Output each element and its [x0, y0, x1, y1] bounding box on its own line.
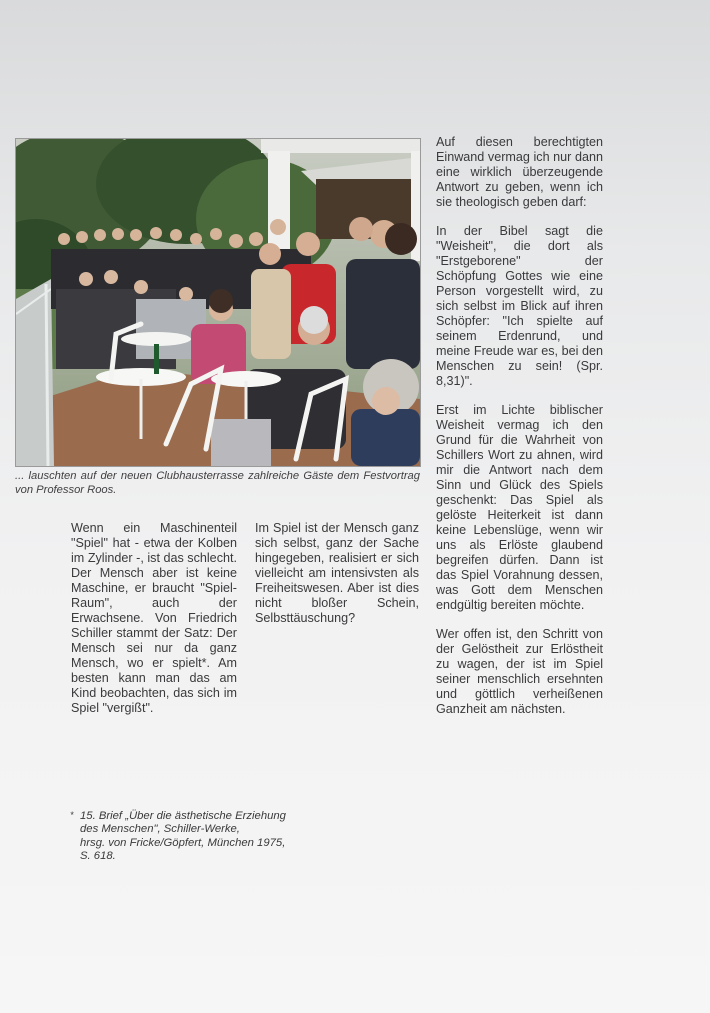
- footnote-mark: *: [70, 810, 74, 820]
- paragraph-wholeness: Wer offen ist, den Schritt von der Gelöstheit zur Erlöstheit zu wagen, der ist im Spiel seiner menschlich ersehnten und göttlich verheißenen Ganzheit am nächsten.: [436, 627, 603, 716]
- paragraph-light-of-wisdom: Erst im Lichte biblischer Weisheit vermag ich den Grund für die Wahrheit von Schillers Wort zu ahnen, wird mir die Antwort nach dem Sinn und Glück des Spiels geschenkt: Das Spiel als gelöste Heiterkeit ist dann keine Lebenslüge, wenn wir uns als Erlöste glaubend begreifen dürfen. Dann ist das Spiel Vorahnung dessen, was Gott dem Menschen endgültig bereiten möchte.: [436, 403, 603, 612]
- photo-caption: ... lauschten auf der neuen Clubhausterrasse zahlreiche Gäste dem Festvortrag von Professor Roos.: [15, 470, 420, 496]
- body-column-2: [255, 521, 419, 626]
- paragraph-machine-play: Wenn ein Maschinenteil "Spiel" hat - etwa der Kolben im Zylinder -, ist das schlecht. Der Mensch aber ist keine Maschine, er braucht "Spiel-Raum", auch der Erwachsene. Von Friedrich Schiller stammt der Satz: Der Mensch sei nur da ganz Mensch, wo er spielt*. Am besten kann man das am Kind beobachten, das sich im Spiel "vergißt".: [71, 521, 237, 715]
- terrace-photo-illustration: [16, 139, 420, 466]
- paragraph-freedom: Im Spiel ist der Mensch ganz sich selbst, ganz der Sache hingegeben, realisiert er sich vielleicht am intensivsten als Freiheitswesen. Aber ist dies nicht bloßer Schein, Selbsttäuschung?: [255, 521, 419, 625]
- paragraph-objection: Auf diesen berechtigten Einwand vermag ich nur dann eine wirklich überzeugende Antwort zu geben, wenn ich sie theologisch geben darf:: [436, 135, 603, 209]
- terrace-photo: [15, 138, 421, 467]
- body-column-3: [436, 135, 603, 717]
- footnote-line: S. 618.: [80, 849, 116, 862]
- footnote-line: hrsg. von Fricke/Göpfert, München 1975,: [80, 836, 286, 849]
- footnote: [70, 810, 320, 863]
- body-column-1: [71, 521, 237, 716]
- footnote-line: des Menschen", Schiller-Werke,: [80, 823, 240, 836]
- footnote-line: 15. Brief „Über die ästhetische Erziehung: [80, 810, 286, 822]
- paragraph-bible-wisdom: In der Bibel sagt die "Weisheit", die dort als "Erstgeborene" der Schöpfung Gottes wie eine Person vorgestellt wird, zu sich selbst im Blick auf ihren Schöpfer: "Ich spielte auf seinem Erdenrund, und meine Freude war es, bei den Menschen zu sein! (Spr. 8,31)".: [436, 224, 603, 388]
